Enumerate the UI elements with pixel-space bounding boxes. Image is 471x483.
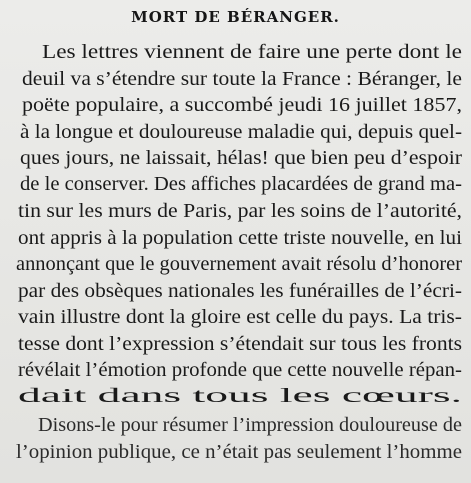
article-title: MORT DE BÉRANGER. <box>131 8 340 26</box>
text-line: dait dans tous les cœurs. <box>18 385 463 407</box>
text-line: deuil va s’étendre sur toute la France : Béranger, le <box>22 68 462 90</box>
text-line: l’opinion publique, ce n’était pas seulement l’homme <box>16 441 462 463</box>
text-line: à la longue et douloureuse maladie qui, depuis quel- <box>20 121 462 143</box>
text-line: poëte populaire, a succombé jeudi 16 juillet 1857, <box>22 94 462 116</box>
text-line: Les lettres viennent de faire une perte dont le <box>42 41 462 63</box>
text-line: annonçant que le gouvernement avait résolu d’honorer <box>16 253 462 275</box>
text-line: tin sur les murs de Paris, par les soins de l’autorité, <box>18 200 462 222</box>
text-line: Disons-le pour résumer l’impression douloureuse de <box>38 414 462 436</box>
text-line: ont appris à la population cette triste nouvelle, en lui <box>18 227 462 249</box>
text-line: révélait l’émotion profonde que cette nouvelle répan- <box>18 359 462 381</box>
text-line: tesse dont l’expression s’étendait sur tous les fronts <box>18 333 462 355</box>
text-line: ques jours, ne laissait, hélas! que bien peu d’espoir <box>20 147 463 169</box>
text-line: par des obsèques nationales les funérailles de l’écri- <box>18 280 462 302</box>
text-line: de le conserver. Des affiches placardées de grand ma- <box>20 173 463 195</box>
text-line: vain illustre dont la gloire est celle du pays. La tris- <box>18 306 462 328</box>
